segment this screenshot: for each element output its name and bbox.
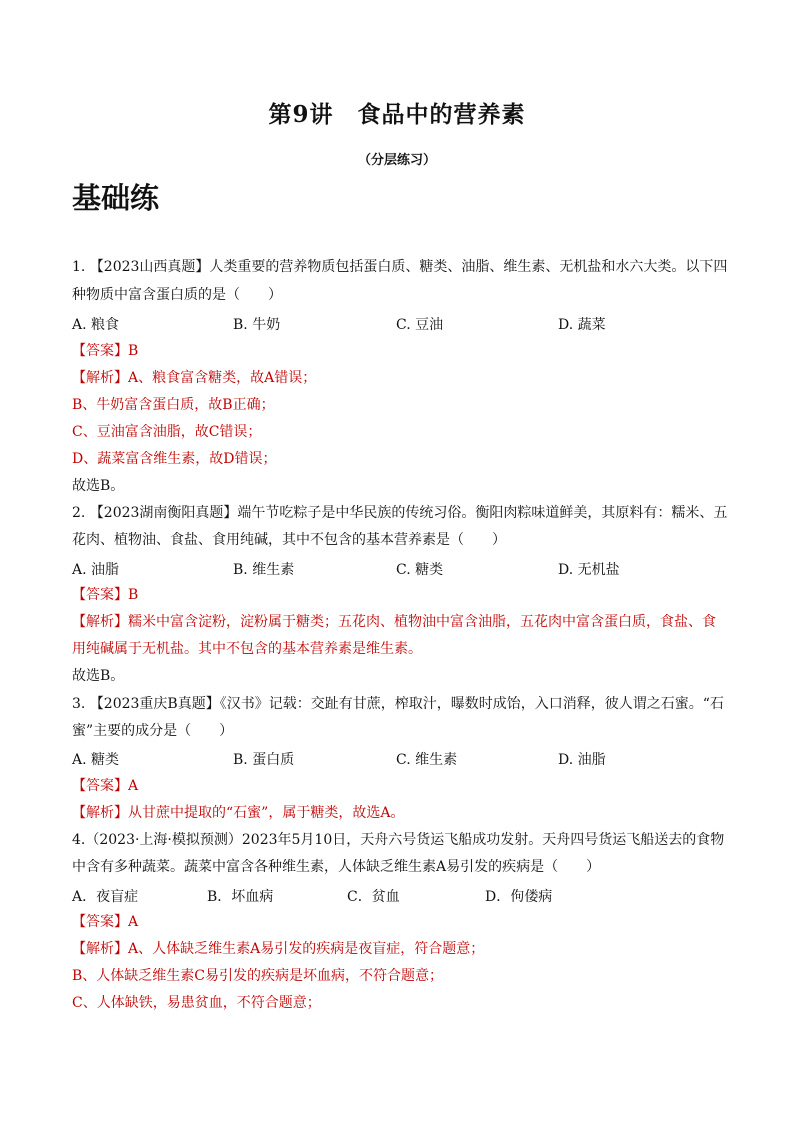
answer-value: B [128,343,139,359]
question-1-analysis-line-1 [72,369,732,387]
question-1-option-a: A. 粮食 [72,317,120,333]
question-2-answer [72,586,732,604]
question-3-stem-line-1: 3. 【2023重庆B真题】《汉书》记载：交趾有甘蔗，榨取汁，曝数时成饴，入口消释，彼人谓之石蜜。“石 [72,696,724,712]
question-1-conclusion: 故选B。 [72,478,125,494]
question-2-conclusion: 故选B。 [72,668,125,684]
question-4-analysis-line-2: B、人体缺乏维生素C易引发的疾病是坏血病，不符合题意； [72,968,443,984]
question-3-option-b: B. 蛋白质 [233,752,295,768]
analysis-text: 从甘蔗中提取的“石蜜”，属于糖类，故选A。 [128,805,405,821]
question-3-option-a: A. 糖类 [72,752,120,768]
question-2-stem-line-1: 2. 【2023湖南衡阳真题】端午节吃粽子是中华民族的传统习俗。衡阳肉粽味道鲜美，其原料有：糯米、五 [72,505,728,521]
question-4-stem-line-2: 中含有多种蔬菜。蔬菜中富含各种维生素，人体缺乏维生素A易引发的疾病是（ ） [72,859,601,875]
question-1-stem-line-1: 1. 【2023山西真题】人类重要的营养物质包括蛋白质、糖类、油脂、维生素、无机盐和水六大类。以下四 [72,259,728,275]
question-4-option-c: C．贫血 [347,889,400,905]
page-title: 第9讲 食品中的营养素 [268,101,526,128]
question-3-analysis-line-1 [72,804,732,822]
page-subtitle: （分层练习） [357,153,436,168]
question-2-option-c: C. 糖类 [396,562,444,578]
analysis-text: 糯米中富含淀粉，淀粉属于糖类；五花肉、植物油中富含油脂，五花肉中富含蛋白质，食盐、食 [128,614,716,630]
question-2-option-b: B. 维生素 [233,562,295,578]
analysis-label: 【解析】 [72,614,128,630]
analysis-text: A、人体缺乏维生素A易引发的疾病是夜盲症，符合题意； [128,941,485,957]
question-3-option-d: D. 油脂 [558,752,606,768]
question-1-option-d: D. 蔬菜 [558,317,606,333]
analysis-label: 【解析】 [72,805,128,821]
answer-label: 【答案】 [72,914,128,930]
question-2-analysis-line-1 [72,613,732,631]
question-2-option-d: D. 无机盐 [558,562,620,578]
question-4-option-b: B．坏血病 [207,889,274,905]
answer-value: B [128,587,139,603]
question-4-option-d: D．佝偻病 [485,889,553,905]
question-3-stem-line-2: 蜜”主要的成分是（ ） [72,723,234,739]
question-2-stem-line-2: 花肉、植物油、食盐、食用纯碱，其中不包含的基本营养素是（ ） [72,532,506,548]
answer-label: 【答案】 [72,778,128,794]
answer-label: 【答案】 [72,587,128,603]
question-4-analysis-line-3: C、人体缺铁，易患贫血，不符合题意； [72,995,321,1011]
question-1-answer [72,342,732,360]
question-2-option-a: A. 油脂 [72,562,120,578]
question-1-option-c: C. 豆油 [396,317,444,333]
analysis-label: 【解析】 [72,370,128,386]
analysis-text: A、粮食富含糖类，故A错误； [128,370,317,386]
question-4-analysis-line-1 [72,940,732,958]
section-heading: 基础练 [72,181,160,215]
question-1-option-b: B. 牛奶 [233,317,281,333]
question-1-analysis-line-2: B、牛奶富含蛋白质，故B正确； [72,397,275,413]
question-1-stem-line-2: 种物质中富含蛋白质的是（ ） [72,287,282,303]
question-3-answer [72,777,732,795]
answer-value: A [128,914,139,930]
question-2-analysis-line-2: 用纯碱属于无机盐。其中不包含的基本营养素是维生素。 [72,641,422,657]
question-3-option-c: C. 维生素 [396,752,458,768]
question-1-analysis-line-4: D、蔬菜富含维生素，故D错误； [72,451,277,467]
question-4-stem-line-1: 4.（2023·上海·模拟预测）2023年5月10日，天舟六号货运飞船成功发射。天舟四号货运飞船送去的食物 [72,832,725,848]
question-4-answer [72,913,732,931]
question-4-option-a: A．夜盲症 [72,889,139,905]
analysis-label: 【解析】 [72,941,128,957]
answer-value: A [128,778,139,794]
answer-label: 【答案】 [72,343,128,359]
question-1-analysis-line-3: C、豆油富含油脂，故C错误； [72,424,262,440]
